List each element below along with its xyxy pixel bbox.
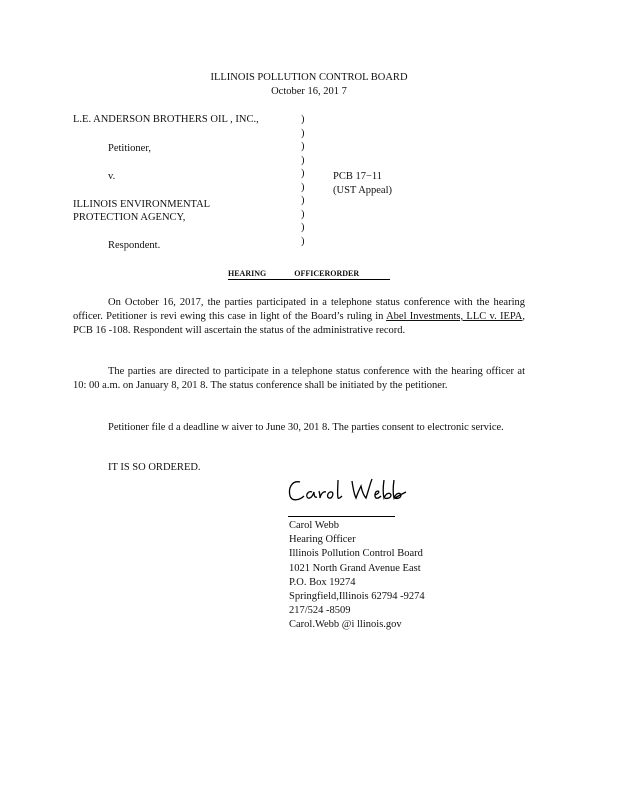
caption-parentheses — [301, 113, 305, 248]
paren: ) — [301, 222, 305, 233]
signer-name: Carol Webb — [289, 520, 339, 531]
handwritten-signature — [286, 474, 416, 510]
paren: ) — [301, 235, 305, 247]
petitioner-name: L.E. ANDERSON BROTHERS OIL , INC., — [73, 114, 259, 125]
order-closing: IT IS SO ORDERED. — [108, 462, 201, 473]
signer-title: Hearing Officer — [289, 534, 356, 546]
paren: ) — [301, 154, 305, 166]
paren: ) — [301, 127, 305, 139]
paren: ) — [301, 181, 305, 193]
respondent-name-line2: PROTECTION AGENCY, — [73, 212, 186, 223]
order-title-word1: HEARING — [228, 269, 267, 278]
paren: ) — [301, 208, 305, 220]
petitioner-role: Petitioner, — [108, 143, 152, 154]
paren: ) — [301, 168, 305, 179]
signature-line — [288, 516, 395, 517]
paragraph-3: Petitioner file d a deadline w aiver to June 30, 201 8. The parties consent to electronic service. — [108, 422, 504, 433]
order-title-word2: OFFICERORDER — [294, 269, 360, 278]
paragraph-1-part2: , PCB 16 -108. Respondent will ascertain the status of the administrative record. — [73, 311, 525, 336]
signer-phone: 217/524 -8509 — [289, 605, 351, 617]
document-date: October 16, 201 7 — [271, 86, 347, 97]
case-number: PCB 17−11 — [333, 171, 383, 182]
respondent-name-line1: ILLINOIS ENVIRONMENTAL — [73, 199, 211, 210]
signer-email: Carol.Webb @i llinois.gov — [289, 619, 402, 631]
case-citation: Abel Investments, LLC v. IEPA — [386, 311, 523, 322]
signer-po-box: P.O. Box 19274 — [289, 576, 356, 588]
signer-street: 1021 North Grand Avenue East — [289, 562, 421, 574]
respondent-role: Respondent. — [108, 240, 161, 251]
paragraph-2: The parties are directed to participate in a telephone status conference with the hearing officer at 10: 00 a.m. on January 8, 201 8. The status conference shall be initiated by the petitioner. — [73, 366, 525, 391]
paren: ) — [301, 141, 305, 152]
case-type: (UST Appeal) — [333, 185, 393, 196]
order-title — [228, 269, 390, 280]
agency-title: ILLINOIS POLLUTION CONTROL BOARD — [210, 72, 408, 83]
paren: ) — [301, 114, 305, 125]
signer-city: Springfield,Illinois 62794 -9274 — [289, 591, 425, 603]
signer-agency: Illinois Pollution Control Board — [289, 548, 423, 560]
paragraph-1 — [73, 296, 525, 338]
paren: ) — [301, 195, 305, 206]
paragraph-1-part1: On October 16, 2017, the parties participated in a telephone status conference with the hearing officer. Petitioner is revi ewing this case in light of the Board’s ruling in — [73, 297, 525, 322]
signature-block — [289, 519, 425, 633]
versus-label: v. — [108, 171, 116, 182]
